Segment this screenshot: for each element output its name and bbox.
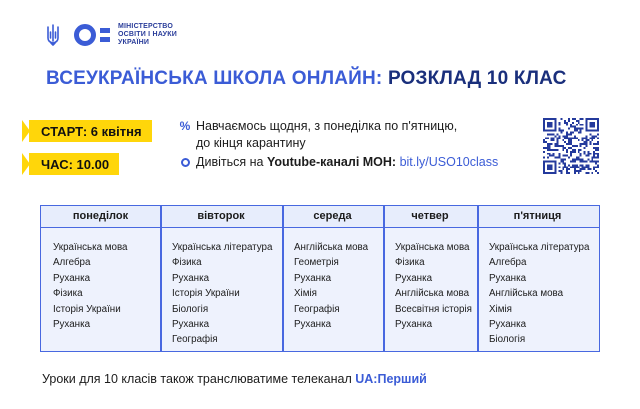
schedule-info [180, 118, 457, 152]
lesson-item: Всесвітня історія [395, 303, 472, 315]
day-header: четвер [411, 210, 449, 222]
mon-logo-mark [74, 24, 110, 46]
watch-prefix: Дивіться на [196, 155, 267, 169]
lesson-item: Українська мова [53, 242, 128, 253]
lesson-item: Руханка [489, 319, 527, 331]
ministry-name-line: УКРАЇНИ [118, 39, 150, 46]
lesson-item: Українська мова [395, 242, 470, 253]
day-header: п'ятниця [513, 210, 562, 222]
lesson-item: Українська література [172, 242, 273, 253]
schedule-info-line: Навчаємось щодня, з понеділка по п'ятницю, [196, 119, 458, 133]
lesson-item: Руханка [395, 319, 433, 331]
lesson-item: Хімія [489, 303, 512, 315]
tv-channel: UA:Перший [355, 372, 427, 386]
footer-note [42, 372, 427, 386]
lesson-item: Біологія [489, 334, 526, 346]
trident-icon [46, 24, 60, 46]
lesson-item: Руханка [172, 319, 210, 331]
lesson-item: Географія [294, 303, 340, 315]
ministry-name [118, 23, 177, 47]
lesson-item: Алгебра [489, 257, 527, 269]
day-header: понеділок [72, 210, 129, 222]
percent-icon: % [179, 119, 191, 133]
lesson-item: Англійська мова [395, 288, 470, 300]
watch-info-line [196, 154, 498, 171]
lesson-item: Англійська мова [294, 242, 369, 253]
schedule-table [40, 205, 600, 352]
lesson-list [395, 240, 472, 332]
schedule-info-line: до кінця карантину [196, 136, 306, 150]
lesson-item: Фізика [395, 257, 425, 269]
lesson-item: Руханка [294, 319, 332, 331]
lesson-item: Алгебра [53, 257, 91, 269]
lesson-item: Історія України [172, 288, 240, 300]
title-part-schedule: РОЗКЛАД 10 КЛАС [387, 68, 567, 89]
lesson-item: Фізика [172, 257, 202, 269]
lesson-item: Фізика [53, 288, 83, 300]
lesson-list [53, 240, 128, 332]
footer-text: Уроки для 10 класів також транслюватиме телеканал [42, 372, 356, 386]
lesson-item: Хімія [294, 288, 317, 300]
ministry-name-line: ОСВІТИ І НАУКИ [118, 31, 177, 38]
logo-bars-icon [100, 28, 110, 42]
watch-info [180, 154, 498, 171]
lesson-item: Біологія [172, 303, 209, 315]
title-part-school: ВСЕУКРАЇНСЬКА ШКОЛА ОНЛАЙН: [46, 68, 383, 89]
lesson-item: Історія України [53, 303, 121, 315]
lesson-item: Руханка [395, 272, 433, 284]
ministry-logo [46, 20, 177, 50]
ring-icon [178, 154, 192, 171]
start-badge-label: СТАРТ: 6 квітня [29, 120, 152, 142]
time-badge [22, 153, 119, 175]
lesson-item: Руханка [53, 319, 91, 331]
start-badge [22, 120, 152, 142]
day-header: вівторок [197, 210, 245, 222]
lesson-item: Геометрія [294, 257, 339, 269]
lesson-list [172, 240, 272, 348]
lesson-list [294, 240, 368, 332]
lesson-item: Руханка [489, 272, 527, 284]
logo-circle-icon [74, 24, 96, 46]
day-header: середа [313, 210, 352, 222]
column-divider [282, 206, 284, 351]
column-divider [160, 206, 162, 351]
youtube-link[interactable]: bit.ly/USO10class [399, 155, 499, 169]
youtube-channel: Youtube-каналі МОН: [266, 155, 397, 169]
qr-code-icon[interactable] [543, 118, 599, 174]
lesson-item: Географія [172, 334, 218, 346]
lesson-item: Руханка [53, 272, 91, 284]
lesson-item: Руханка [294, 272, 332, 284]
lesson-item: Англійська мова [489, 288, 564, 300]
lesson-item: Українська література [489, 242, 590, 253]
page-title [46, 68, 567, 90]
column-divider [477, 206, 479, 351]
lesson-item: Руханка [172, 272, 210, 284]
lesson-list [489, 240, 589, 348]
column-divider [383, 206, 385, 351]
ministry-name-line: МІНІСТЕРСТВО [118, 23, 173, 30]
time-badge-label: ЧАС: 10.00 [29, 153, 119, 175]
